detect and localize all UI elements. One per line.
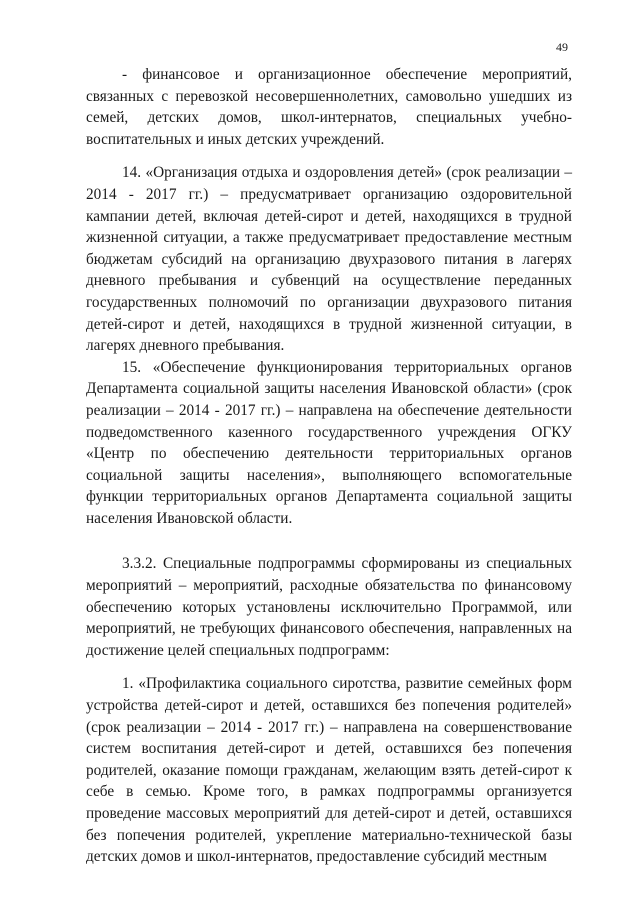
paragraph-subprogram-14: 14. «Организация отдыха и оздоровления детей» (срок реализации – 2014 - 2017 гг.) – предусматривает организацию оздоровительной кампании детей, включая детей-сирот и детей, находящихся в трудной жизненной ситуации, а также предусматривает предоставление местным бюджетам субсидий на организацию двухразового питания в лагерях дневного пребывания и субвенций на осуществление переданных государственных полномочий по организации двухразового питания детей-сирот и детей, находящихся в трудной жизненной ситуации, в лагерях дневного пребывания. <box>86 164 572 355</box>
paragraph-subprogram-15: 15. «Обеспечение функционирования территориальных органов Департамента социальной защиты населения Ивановской области» (срок реализации – 2014 - 2017 гг.) – направлена на обеспечение деятельности подведомственного казенного государственного учреждения ОГКУ «Центр по обеспечению деятельности территориальных органов социальной защиты населения», выполняющего вспомогательные функции территориальных органов Департамента социальной защиты населения Ивановской области. <box>86 358 572 527</box>
paragraph-transport-minors: - финансовое и организационное обеспечение мероприятий, связанных с перевозкой несовершеннолетних, самовольно ушедших из семей, детских домов, школ-интернатов, специальных учебно-воспитательных и иных детских учреждений. <box>86 66 572 148</box>
document-body <box>86 64 572 868</box>
page-number: 49 <box>556 40 568 54</box>
paragraph-gap <box>86 661 572 673</box>
section-gap <box>86 529 572 553</box>
paragraph-gap <box>86 150 572 162</box>
paragraph-section-3-3-2: 3.3.2. Специальные подпрограммы сформированы из специальных мероприятий – мероприятий, расходные обязательства по финансовому обеспечению которых установлены исключительно Программой, или мероприятий, не требующих финансового обеспечения, направленных на достижение целей специальных подпрограмм: <box>86 555 572 659</box>
paragraph-special-subprogram-1: 1. «Профилактика социального сиротства, развитие семейных форм устройства детей-сирот и детей, оставшихся без попечения родителей» (срок реализации – 2014 - 2017 гг.) – направлена на совершенствование систем воспитания детей-сирот и детей, оставшихся без попечения родителей, оказание помощи гражданам, желающим взять детей-сирот к себе в семью. Кроме того, в рамках подпрограммы организуется проведение массовых мероприятий для детей-сирот и детей, оставшихся без попечения родителей, укрепление материально-технической базы детских домов и школ-интернатов, предоставление субсидий местным <box>86 675 572 866</box>
